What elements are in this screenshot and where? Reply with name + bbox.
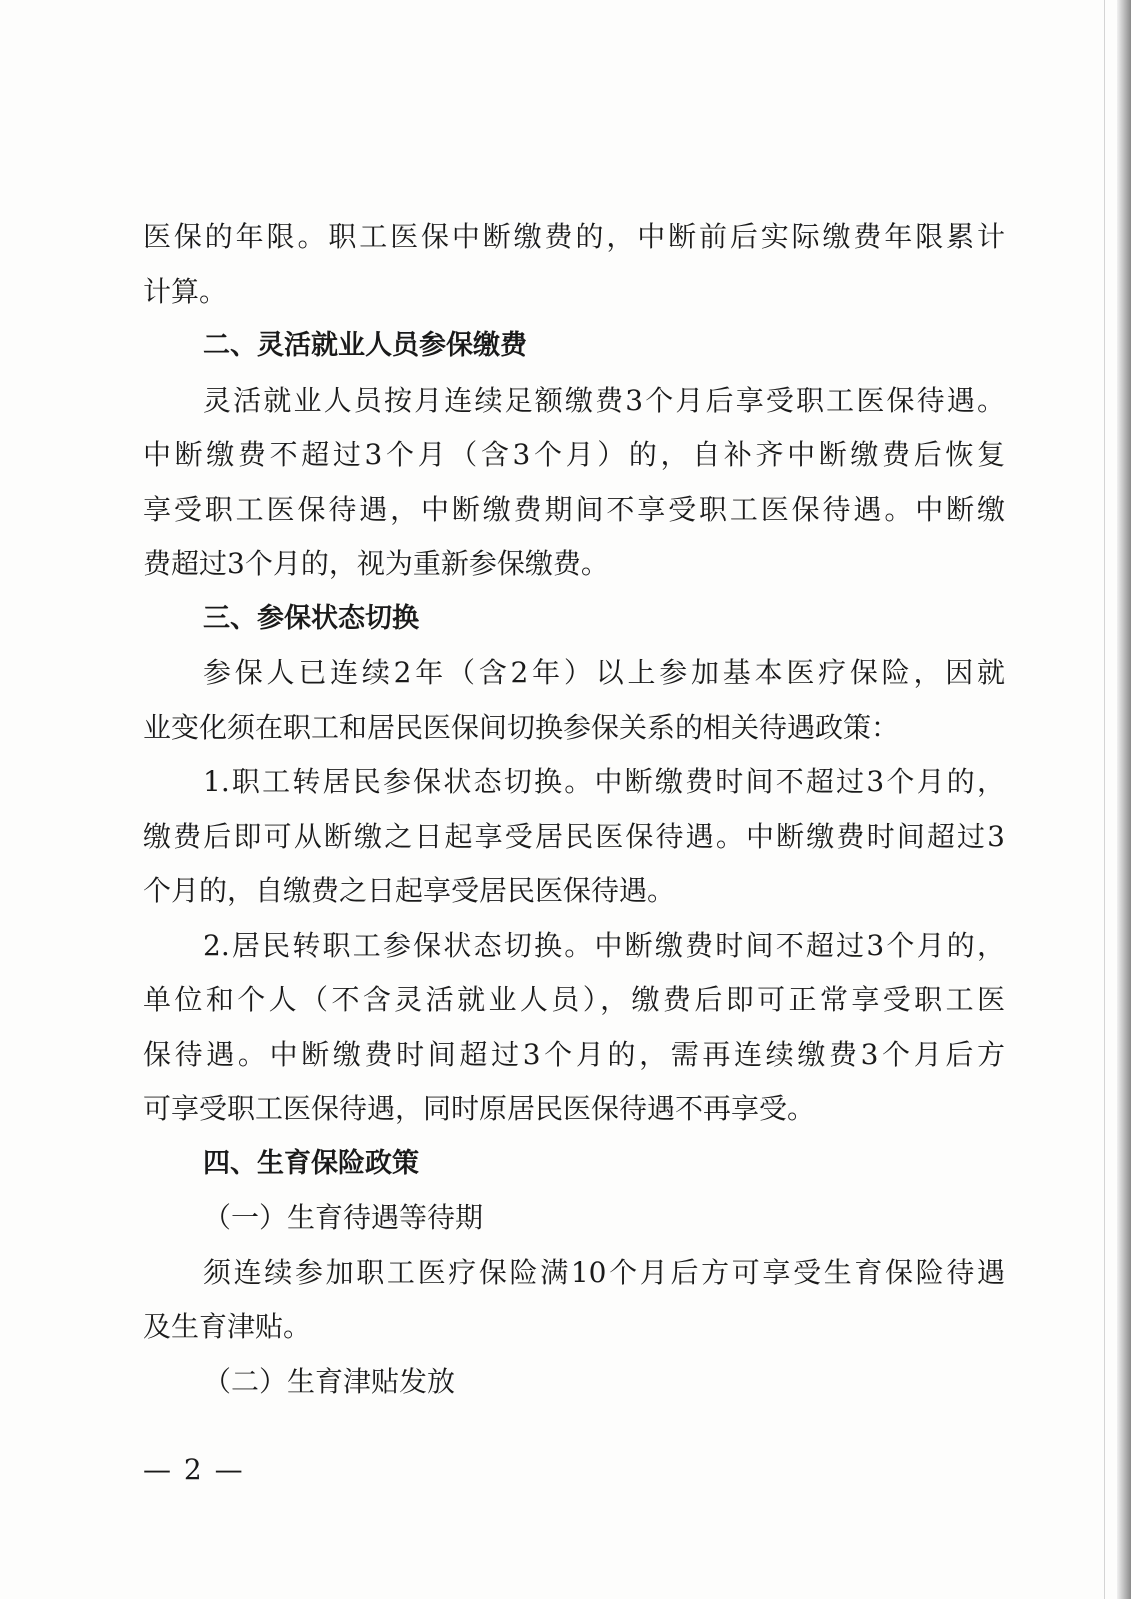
body-line: 计算。 xyxy=(143,274,228,308)
page-number: — 2 — xyxy=(143,1453,245,1486)
body-line: 享受职工医保待遇，中断缴费期间不享受职工医保待遇。中断缴 xyxy=(143,492,1005,526)
scan-shadow-edge xyxy=(1117,0,1131,1599)
section-heading: 三、参保状态切换 xyxy=(203,602,419,634)
body-line: 灵活就业人员按月连续足额缴费3个月后享受职工医保待遇。 xyxy=(203,383,1005,417)
body-line: 及生育津贴。 xyxy=(143,1310,312,1343)
body-line: 须连续参加职工医疗保险满10个月后方可享受生育保险待遇 xyxy=(203,1255,1005,1289)
body-line: 费超过3个月的，视为重新参保缴费。 xyxy=(143,547,609,580)
body-line: 保待遇。中断缴费时间超过3个月的，需再连续缴费3个月后方 xyxy=(143,1037,1005,1071)
body-line: 缴费后即可从断缴之日起享受居民医保待遇。中断缴费时间超过3 xyxy=(143,819,1005,853)
body-line: 2.居民转职工参保状态切换。中断缴费时间不超过3个月的， xyxy=(203,928,1005,962)
section-heading: 二、灵活就业人员参保缴费 xyxy=(203,330,527,361)
section-heading: 四、生育保险政策 xyxy=(203,1147,419,1179)
body-line: 个月的，自缴费之日起享受居民医保待遇。 xyxy=(143,874,676,907)
body-line: 中断缴费不超过3个月（含3个月）的，自补齐中断缴费后恢复 xyxy=(143,438,1005,471)
scan-edge-line xyxy=(1104,0,1105,1599)
body-line: 业变化须在职工和居民医保间切换参保关系的相关待遇政策： xyxy=(143,710,900,744)
body-line: 参保人已连续2年（含2年）以上参加基本医疗保险，因就 xyxy=(203,656,1005,689)
body-line: 可享受职工医保待遇，同时原居民医保待遇不再享受。 xyxy=(143,1092,816,1125)
document-body xyxy=(143,210,1005,1409)
subsection-heading: （二）生育津贴发放 xyxy=(203,1364,456,1398)
body-line: 单位和个人（不含灵活就业人员），缴费后即可正常享受职工医 xyxy=(143,983,1005,1016)
body-line: 1.职工转居民参保状态切换。中断缴费时间不超过3个月的， xyxy=(203,765,1005,798)
body-line: 医保的年限。职工医保中断缴费的，中断前后实际缴费年限累计 xyxy=(143,220,1005,253)
subsection-heading: （一）生育待遇等待期 xyxy=(203,1201,484,1234)
